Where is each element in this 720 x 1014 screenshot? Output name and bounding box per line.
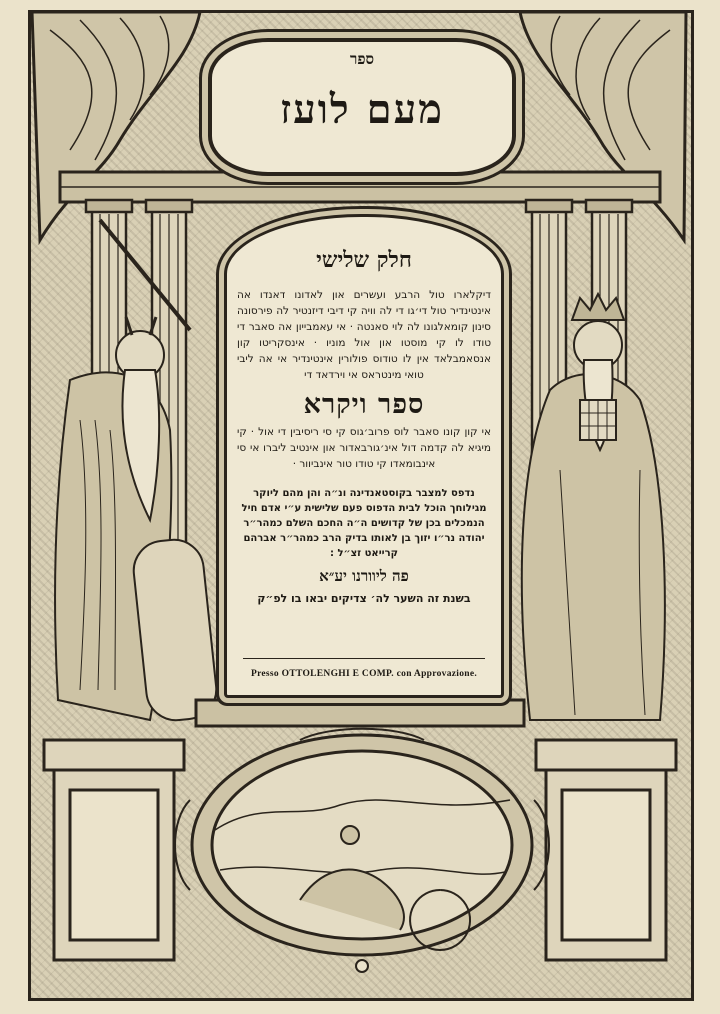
main-title: מעם לועז xyxy=(280,86,444,133)
year-line: בשנת זה השער לה׳ צדיקים יבאו בו לפ״ק xyxy=(257,592,471,605)
text-arch xyxy=(224,214,504,698)
moses-figure xyxy=(55,220,219,723)
second-paragraph: אי קון קונו סאבר לוס פרוב׳גוס קי סי ריסיבין די אול · קי מיגיא לה קדמה דול אינ׳גורבאדור און אינטיב ליברו אי סי אינבומאדו קי טודו טור אינביוור · xyxy=(237,426,491,470)
book-title: ספר ויקרא xyxy=(303,389,425,420)
imprint-rule xyxy=(243,658,485,659)
sefer-label: ספר xyxy=(349,50,375,68)
bottom-vignette xyxy=(192,735,532,955)
place-line: פה ליוורנו יע״א xyxy=(319,567,409,585)
printer-paragraph: נדפס למצבר בקוסטאנדינה ונ״ה והן מהם ליוקר מגילוחך הוכל לבית הדפוס פעם שלישית ע״י אדם חיל הנמכלים בכן של קדושים ה״ה החכם השלם כמהר״ר יהודה נר״ו יזוך בן לאותו בדיק הרב כמהר״ר אברהם קרייאט זצ״ל : xyxy=(241,488,487,559)
arch-plinth xyxy=(196,700,524,726)
imprint: Presso OTTOLENGHI E COMP. con Approvazione. xyxy=(250,669,478,679)
part-label: חלק שלישי xyxy=(316,247,412,273)
right-pedestal xyxy=(536,740,676,960)
left-pedestal xyxy=(44,740,184,960)
intro-paragraph: דיקלארו טול הרבע ועשרים און לאדונו דאנדו אה אינטינדיר טול די׳גו די לה וויה קי דיבי דיזנטיר לה פירסונה סינון קומאלגונו לה לוי סאנטה · אי עאמבייון אה סאבר די טודו לו קי מוסטו און אול מוניו · אינסקריטו קון אנסאמבלאד אין לו טודוס פולורין אינטינדיר אי אה ליבי טואי מינטראס אי וירדאד די xyxy=(237,289,491,381)
title-plaque xyxy=(208,38,516,176)
